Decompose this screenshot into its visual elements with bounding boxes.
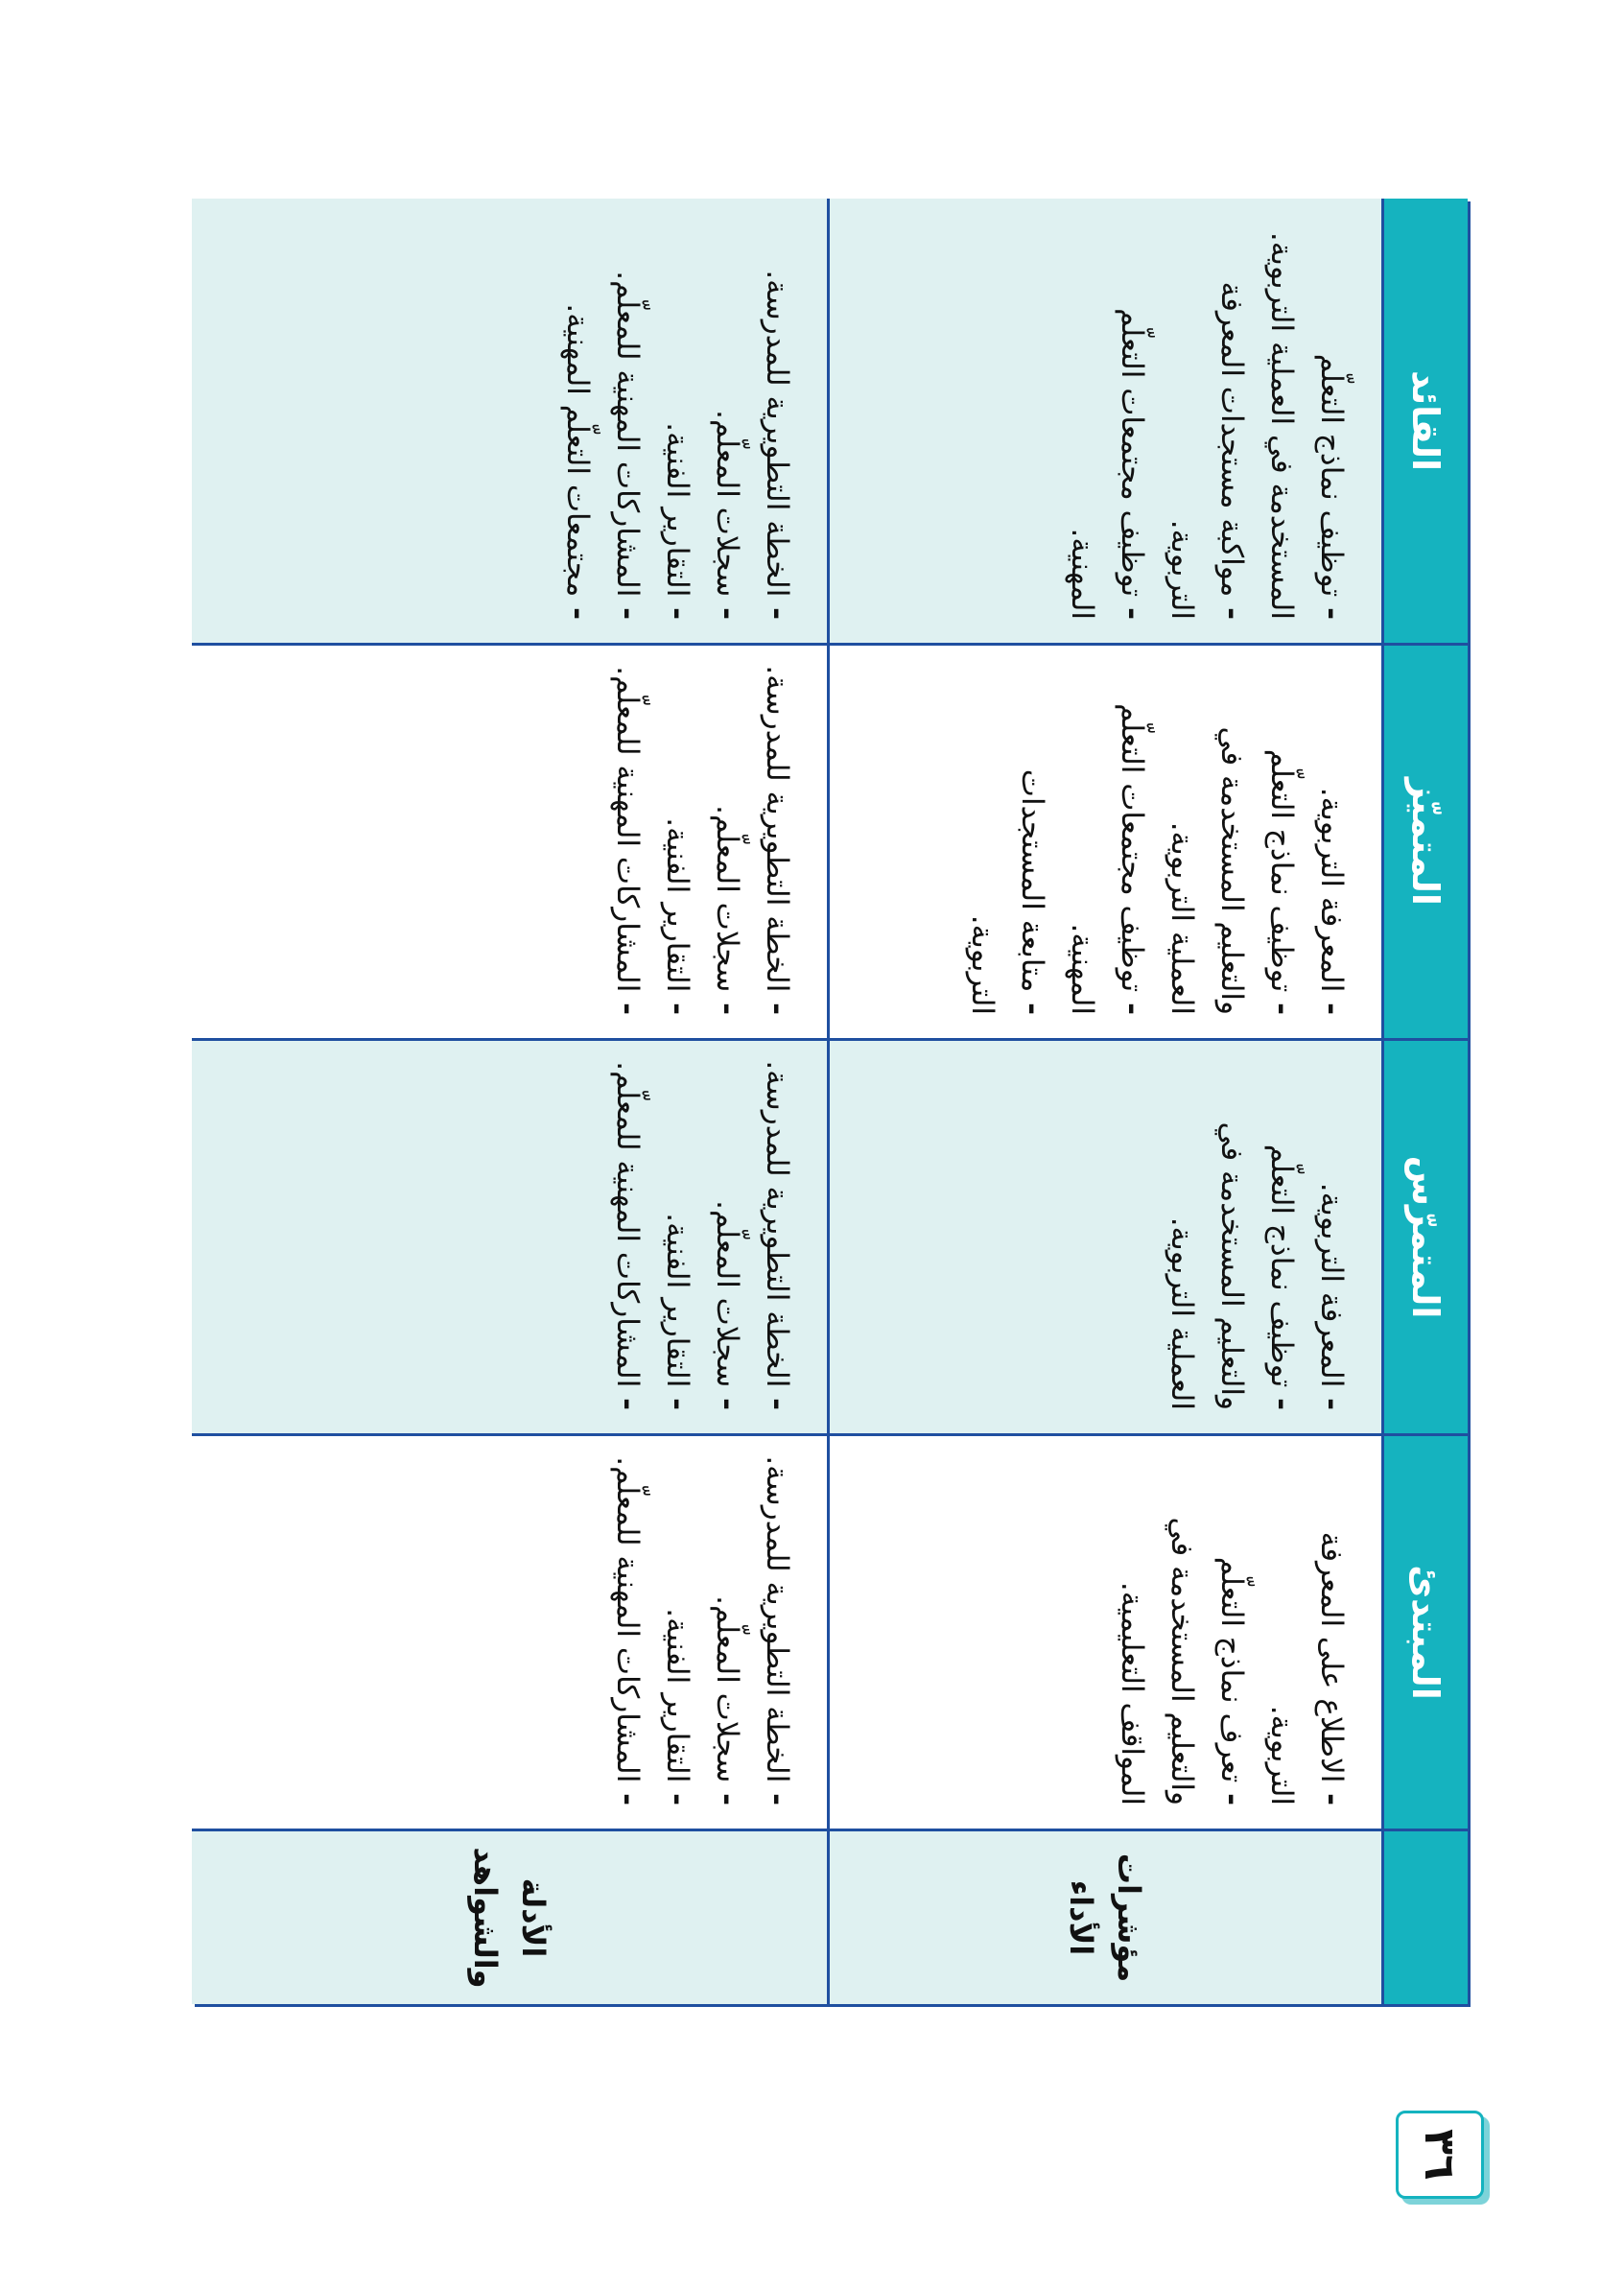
list-item: - المشاركات المهنية للمعلّم.: [602, 1060, 652, 1410]
list: [602, 1060, 802, 1410]
header-leader: القائد: [1381, 199, 1468, 643]
header-distinguished: المتميّز: [1381, 643, 1468, 1038]
list-item: - المشاركات المهنية للمعلّم.: [602, 1455, 652, 1805]
cell-evidence-experienced: [192, 1038, 827, 1433]
list-item: - الاطلاع على المعرفة التربوية.: [1257, 1455, 1356, 1805]
list-item: - توظيف مجتمعات التعلّم المهنية.: [1057, 665, 1157, 1015]
list-item: - توظيف نماذج التعلّم والتعليم المستخدمة في العملية التربوية.: [1157, 1060, 1306, 1410]
list-item: - الخطة التطويرية للمدرسة.: [752, 1455, 802, 1805]
cell-indicators-leader: [827, 199, 1381, 643]
list-item: - مواكبة مستجدات المعرفة التربوية.: [1157, 218, 1257, 620]
cell-evidence-distinguished: [192, 643, 827, 1038]
header-corner: [1381, 1829, 1468, 2004]
list-item: - الخطة التطويرية للمدرسة.: [752, 218, 802, 620]
list-item: - تعرف نماذج التعلّم والتعليم المستخدمة في المواقف التعليمية.: [1107, 1455, 1257, 1805]
list-item: - سجلات المعلّم.: [702, 1455, 752, 1805]
list-item: - متابعة المستجدات التربوية.: [957, 665, 1057, 1015]
header-beginner: المبتدئ: [1381, 1433, 1468, 1829]
cell-indicators-beginner: [827, 1433, 1381, 1829]
list-item: - سجلات المعلّم.: [702, 218, 752, 620]
row-label-indicators: مؤشرات الأداء: [827, 1829, 1381, 2004]
list: [602, 1455, 802, 1805]
list: [602, 665, 802, 1015]
header-experienced: المتمرّس: [1381, 1038, 1468, 1433]
list-item: - سجلات المعلّم.: [702, 665, 752, 1015]
list-item: - مجتمعات التعلّم المهنية.: [553, 218, 602, 620]
list: [1157, 1060, 1356, 1410]
list-item: - توظيف مجتمعات التعلّم المهنية.: [1057, 218, 1157, 620]
standards-table-wrapper: [195, 201, 1471, 2007]
cell-evidence-leader: [192, 199, 827, 643]
list-item: - التقارير الفنية.: [652, 1060, 702, 1410]
list-item: - المشاركات المهنية للمعلّم.: [602, 665, 652, 1015]
cell-indicators-experienced: [827, 1038, 1381, 1433]
list: [1107, 1455, 1356, 1805]
list: [553, 218, 802, 620]
standards-table: [195, 201, 1471, 2007]
list-item: - التقارير الفنية.: [652, 1455, 702, 1805]
cell-indicators-distinguished: [827, 643, 1381, 1038]
list-item: - المعرفة التربوية.: [1306, 1060, 1356, 1410]
list-item: - التقارير الفنية.: [652, 665, 702, 1015]
list-item: - المعرفة التربوية.: [1306, 665, 1356, 1015]
list-item: - سجلات المعلّم.: [702, 1060, 752, 1410]
list-item: - توظيف نماذج التعلّم المستخدمة في العملية التربوية.: [1257, 218, 1356, 620]
page-number: ٣٦: [1396, 2111, 1484, 2199]
list-item: - الخطة التطويرية للمدرسة.: [752, 1060, 802, 1410]
list-item: - المشاركات المهنية للمعلّم.: [602, 218, 652, 620]
list-item: - التقارير الفنية.: [652, 218, 702, 620]
list-item: - توظيف نماذج التعلّم والتعليم المستخدمة في العملية التربوية.: [1157, 665, 1306, 1015]
list-item: - الخطة التطويرية للمدرسة.: [752, 665, 802, 1015]
cell-evidence-beginner: [192, 1433, 827, 1829]
list: [1057, 218, 1356, 620]
list: [957, 665, 1356, 1015]
row-label-evidence: الأدلة والشواهد: [192, 1829, 827, 2004]
